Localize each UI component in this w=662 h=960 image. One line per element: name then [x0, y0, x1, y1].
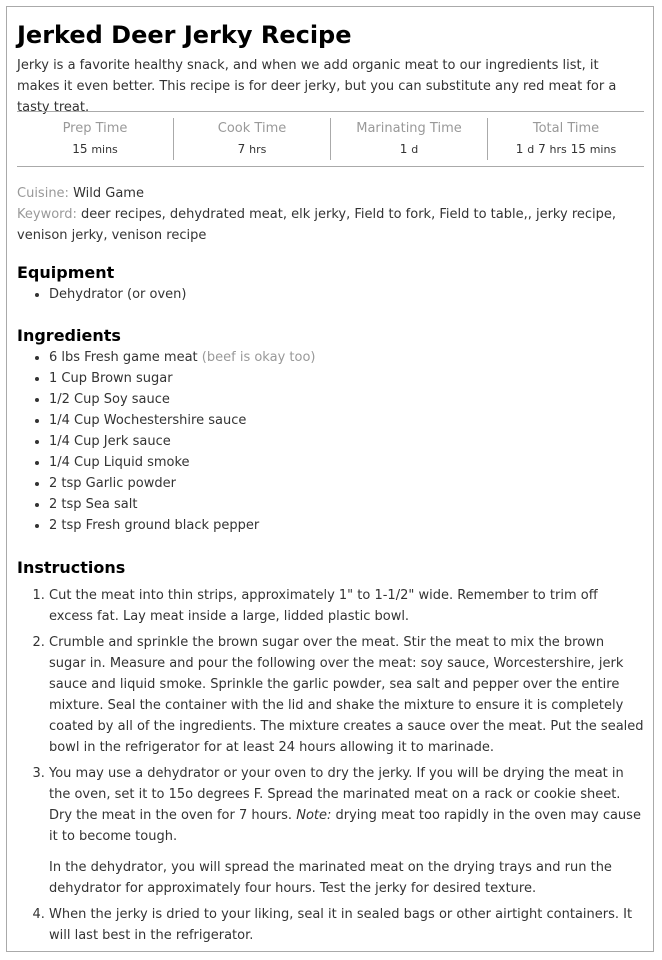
instruction-step-2: 2. Crumble and sprinkle the brown sugar over the meat. Stir the meat to mix the brown sugar in. Measure and pour the following over the meat: soy sauce, Worcestershire, jerk sauce and liquid smoke. Sprinkle the garlic powder, sea salt and pepper over the entire mixture. Seal the container with the lid and shake the mixture to ensure it is completely coated by all of the ingredients. The mixture creates a sauce over the meat. Put the sealed bowl in the refrigerator for at least 24 hours allowing it to marinade.: [49, 632, 644, 758]
cook-time-label: Cook Time: [217, 121, 287, 136]
ingredient-item: • 2 tsp Fresh ground black pepper: [49, 515, 644, 536]
recipe-times: [17, 111, 644, 167]
ingredient-item: • 2 tsp Garlic powder: [49, 473, 644, 494]
ingredients-heading: Ingredients: [17, 326, 121, 345]
keyword-value: deer recipes, dehydrated meat, elk jerky, Field to fork, Field to table,, jerky recipe, venison jerky, venison recipe: [17, 207, 617, 243]
instruction-step-4: 4. When the jerky is dried to your liking, seal it in sealed bags or other airtight containers. It will last best in the refrigerator.: [49, 904, 644, 946]
equipment-list: [17, 284, 644, 305]
prep-time: [17, 118, 174, 160]
marinating-time-label: Marinating Time: [356, 121, 462, 136]
ingredient-item: • 1/4 Cup Wochestershire sauce: [49, 410, 644, 431]
ingredient-item: • 2 tsp Sea salt: [49, 494, 644, 515]
ingredients-list: [17, 347, 644, 536]
ingredient-item: • 6 lbs Fresh game meat (beef is okay too): [49, 347, 644, 368]
ingredient-item: • 1/4 Cup Liquid smoke: [49, 452, 644, 473]
prep-time-value: 15 mins: [72, 142, 118, 156]
keyword-label: Keyword:: [17, 207, 77, 222]
marinating-time-value: 1 d: [399, 142, 419, 156]
instructions-list: [17, 585, 644, 951]
recipe-summary: Jerky is a favorite healthy snack, and when we add organic meat to our ingredients list, it makes it even better. This recipe is for deer jerky, but you can substitute any red meat for a tasty treat.: [17, 58, 617, 115]
note-label: Note:: [296, 808, 332, 823]
instructions-heading: Instructions: [17, 558, 126, 577]
recipe-keywords: [17, 204, 644, 246]
cook-time: [174, 118, 331, 160]
recipe-title: Jerked Deer Jerky Recipe: [17, 21, 352, 49]
prep-time-label: Prep Time: [62, 121, 128, 136]
recipe-cuisine: [17, 183, 644, 204]
ingredient-item: • 1/2 Cup Soy sauce: [49, 389, 644, 410]
total-time: [488, 118, 644, 160]
cuisine-value: Wild Game: [73, 186, 144, 201]
ingredient-note: (beef is okay too): [201, 350, 316, 365]
total-time-value: 1 d 7 hrs 15 mins: [515, 142, 617, 156]
cook-time-value: 7 hrs: [237, 142, 267, 156]
instruction-step-1: 1. Cut the meat into thin strips, approximately 1" to 1-1/2" wide. Remember to trim off excess fat. Lay meat inside a large, lidded plastic bowl.: [49, 585, 644, 627]
recipe-card: [6, 6, 654, 952]
total-time-label: Total Time: [532, 121, 600, 136]
ingredient-item: • 1 Cup Brown sugar: [49, 368, 644, 389]
equipment-heading: Equipment: [17, 263, 115, 282]
instruction-step-3: 3. You may use a dehydrator or your oven to dry the jerky. If you will be drying the meat in the oven, set it to 15o degrees F. Spread the marinated meat on a rack or cookie sheet. Dry the meat in the oven for 7 hours. Note: drying meat too rapidly in the oven may cause it to become tough. In the dehydrator, you will spread the marinated meat on the drying trays and run the dehydrator for approximately four hours. Test the jerky for desired texture.: [49, 763, 644, 899]
marinating-time: [331, 118, 488, 160]
ingredient-item: • 1/4 Cup Jerk sauce: [49, 431, 644, 452]
equipment-item: • Dehydrator (or oven): [49, 284, 644, 305]
cuisine-label: Cuisine:: [17, 186, 69, 201]
